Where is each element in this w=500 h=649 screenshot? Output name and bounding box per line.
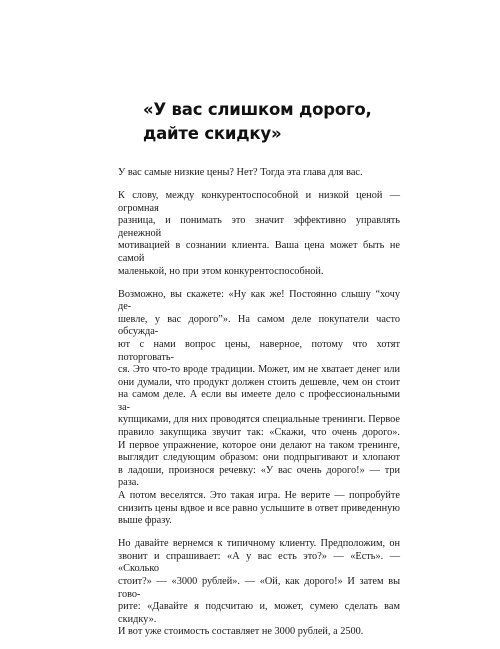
text-line: ся. Это что-то вроде традиции. Может, им не хватает денег или <box>118 364 400 376</box>
paragraph-buyers-tradition <box>118 289 400 528</box>
text-line: мотивацией в сознании клиента. Ваша цена может быть не самой <box>118 240 400 264</box>
text-line: И первое упражнение, которое они делают на таком тренинге, <box>118 439 400 451</box>
text-line: звонит и спрашивает: «А у вас есть это?» — «Есть». — «Сколько <box>118 550 400 575</box>
text-line: А потом веселятся. Это такая игра. Не верите — попробуйте <box>118 490 400 502</box>
text-line: выше фразу. <box>118 515 172 527</box>
chapter-body <box>118 167 400 649</box>
text-line: выглядит следующим образом: они подпрыгивают и хлопают <box>118 452 400 464</box>
text-line: рите: «Давайте я подсчитаю и, может, сумею сделать вам скидку». <box>118 601 400 625</box>
text-line: купщиками, для них проводятся специальные тренинги. Первое <box>118 414 400 426</box>
text-line: правило закупщика звучит так: «Скажи, что очень дорого». <box>118 427 400 439</box>
text-line: И вот уже стоимость составляет не 3000 рублей, а 2500. <box>118 626 364 638</box>
chapter-title-line: «У вас слишком дорого, <box>143 100 372 119</box>
text-line: снизить цены вдвое и все равно услышите в ответ приведенную <box>118 502 400 514</box>
text-line: шевле, у вас дорого”». На самом деле покупатели часто обсужда- <box>118 313 400 338</box>
text-line: К слову, между конкурентоспособной и низкой ценой — огромная <box>118 189 400 214</box>
text-line: они думали, что продукт должен стоить дешевле, чем он стоит <box>118 376 400 388</box>
text-line: стоит?» — «3000 рублей». — «Ой, как дорого!» И затем вы гово- <box>118 575 400 600</box>
text-line: ют с нами вопрос цены, наверное, потому что хотят поторговать- <box>118 338 400 363</box>
text-line: Но давайте вернемся к типичному клиенту. Предположим, он <box>118 538 400 550</box>
paragraph-typical-client <box>118 538 400 639</box>
text-line: разница, и понимать это значит эффективно управлять денежной <box>118 215 400 239</box>
text-line: Возможно, вы скажете: «Ну как же! Постоянно слышу “хочу де- <box>118 288 400 313</box>
paragraph-price-difference <box>118 190 400 278</box>
text-line: на самом деле. А если вы имеете дело с профессиональными за- <box>118 389 400 413</box>
chapter-title <box>143 98 463 146</box>
text-line: в ладоши, произнося речевку: «У вас очень дорого!» — три раза. <box>118 464 400 489</box>
paragraph-intro <box>118 167 400 180</box>
text-line: маленькой, но при этом конкурентоспособной. <box>118 265 324 277</box>
chapter-title-line: дайте скидку» <box>143 124 282 143</box>
text-line: У вас самые низкие цены? Нет? Тогда эта глава для вас. <box>118 167 363 178</box>
